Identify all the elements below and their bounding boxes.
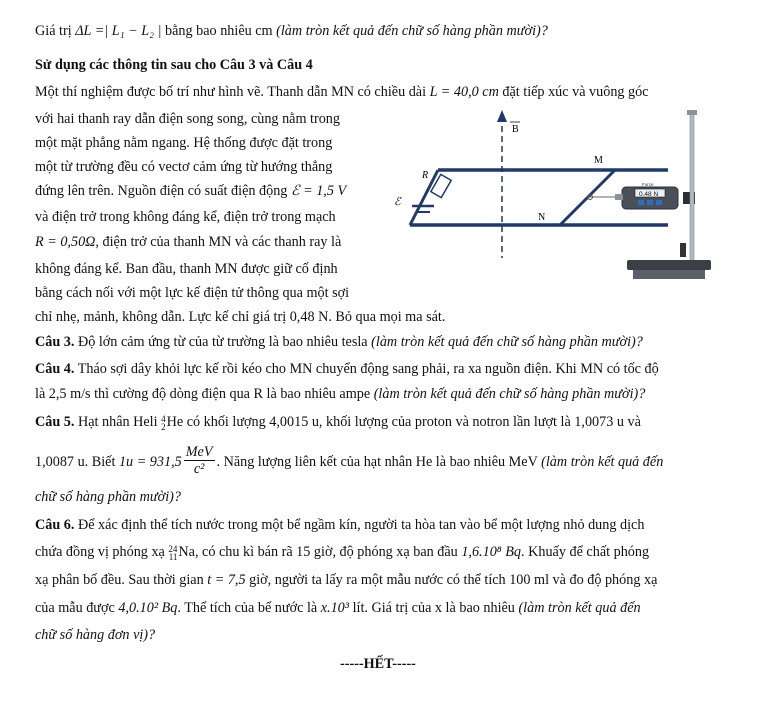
setup-line-6: và điện trở trong không đáng kể, điện trở trong mạch	[35, 209, 336, 225]
na-nuclide	[168, 545, 177, 561]
q4-l1: Tháo sợi dây khỏi lực kế rồi kéo cho MN chuyển động sang phải, ra xa nguồn điện. Khi MN có tốc độ	[74, 361, 659, 377]
q6-l3b: giờ, người ta lấy ra một mẫu nước có thể tích 100 ml và đo độ phóng xạ	[245, 572, 658, 588]
experiment-figure	[390, 108, 740, 308]
q5-l2b: . Năng lượng liên kết của hạt nhân He là bao nhiêu MeV	[216, 453, 542, 470]
setup-line-2: với hai thanh ray dẫn điện song song, cùng nằm trong	[35, 111, 340, 127]
meter-button-2	[647, 200, 653, 205]
q5-label: Câu 5.	[35, 414, 75, 430]
q6-l3a: xạ phân bố đều. Sau thời gian	[35, 572, 208, 588]
setup-line-3: một mặt phẳng nằm ngang. Hệ thống được đặt trong	[35, 135, 333, 151]
q6-line-5: chữ số hàng đơn vị)?	[35, 627, 156, 643]
stand-cap	[687, 110, 697, 115]
meter-probe	[615, 194, 623, 200]
end-marker: -----HẾT-----	[340, 656, 416, 672]
q4-label: Câu 4.	[35, 361, 75, 377]
q5-l1b: có khối lượng 4,0015 u, khối lượng của proton và notron lần lượt là 1,0073 u và	[183, 414, 641, 430]
stand-base	[627, 260, 711, 270]
q6-l2b: , có chu kì bán rã 15 giờ, độ phóng xạ ban đầu	[194, 544, 462, 560]
na-mass: 24	[168, 543, 178, 554]
stand-rod	[690, 113, 694, 263]
q5-l1a: Hạt nhân Heli	[74, 414, 162, 430]
q6-line-1	[35, 516, 644, 534]
q2-formula: ΔL =| L₁ − L₂ |	[75, 23, 162, 39]
he-symbol: He	[166, 414, 184, 430]
q5-u-eq: 1u = 931,5	[118, 453, 182, 470]
q5-line-3: chữ số hàng phần mười)?	[35, 489, 181, 505]
q5-note1: (làm tròn kết quả đến	[541, 453, 664, 470]
q6-l1: Để xác định thể tích nước trong một bể ngầm kín, người ta hòa tan vào bể một lượng nhỏ dung dịch	[74, 517, 645, 533]
setup-l1a: Một thí nghiệm được bố trí như hình vẽ. Thanh dẫn MN có chiều dài	[35, 84, 430, 100]
q6-l2c: . Khuấy để chất phóng	[521, 544, 650, 560]
setup-l5a: đứng lên trên. Nguồn điện có suất điện động	[35, 183, 291, 199]
meter-button-1	[638, 200, 644, 205]
frac-num: MeV	[185, 444, 213, 460]
q2-tail-line	[35, 22, 548, 40]
q6-initial-activity: 1,6.10⁸ Bq	[461, 544, 522, 560]
q2-note: (làm tròn kết quả đến chữ số hàng phần mười)?	[276, 23, 548, 39]
q5-line-2	[35, 446, 663, 479]
q6-line-2	[35, 543, 649, 561]
meter-reading: 0.48 N	[639, 191, 659, 198]
q4-line-2	[35, 385, 645, 403]
stand-screw	[680, 243, 686, 257]
setup-length: L = 40,0 cm	[429, 84, 499, 100]
q3-note: (làm tròn kết quả đến chữ số hàng phần mười)?	[371, 334, 643, 350]
q5-line-1	[35, 413, 641, 431]
setup-line-10: chỉ nhẹ, mảnh, không dẫn. Lực kế chỉ giá trị 0,48 N. Bỏ qua mọi ma sát.	[35, 309, 446, 325]
setup-line-5	[35, 182, 346, 200]
na-symbol: Na	[178, 544, 195, 560]
n-label: N	[538, 212, 546, 223]
shared-heading: Sử dụng các thông tin sau cho Câu 3 và Câu 4	[35, 57, 313, 73]
q3	[35, 333, 643, 351]
na-z: 11	[168, 551, 178, 562]
setup-emf: ℰ = 1,5 V	[290, 183, 347, 199]
q3-label: Câu 3.	[35, 334, 75, 350]
q6-l4b: . Thể tích của bể nước là	[177, 600, 321, 616]
q6-line-3	[35, 571, 657, 589]
m-label: M	[594, 155, 603, 166]
q6-label: Câu 6.	[35, 517, 75, 533]
q6-volume-expr: x.10³	[320, 600, 350, 616]
he-z: 2	[161, 421, 166, 432]
setup-l1b: đặt tiếp xúc và vuông góc	[498, 84, 649, 100]
q6-sample-activity: 4,0.10² Bq	[118, 600, 178, 616]
q2-middle: bằng bao nhiêu cm	[161, 23, 277, 39]
setup-line-9: bằng cách nối với một lực kế điện tử thông qua một sợi	[35, 285, 350, 301]
setup-line-8: không đáng kể. Ban đầu, thanh MN được giữ cố định	[35, 261, 338, 277]
q5-l2a: 1,0087 u. Biết	[35, 453, 119, 470]
setup-l7b: , điện trở của thanh MN và các thanh ray là	[95, 234, 342, 250]
setup-line-7	[35, 233, 341, 251]
b-label: B	[512, 124, 519, 135]
b-arrow-icon	[497, 110, 507, 122]
q4-l2: là 2,5 m/s thì cường độ dòng điện qua R là bao nhiêu ampe	[35, 386, 374, 402]
q6-l4c: lít. Giá trị của x là bao nhiêu	[349, 600, 519, 616]
setup-line-4: một từ trường đều có vectơ cảm ứng từ hướng thẳng	[35, 159, 333, 175]
q6-note1: (làm tròn kết quả đến	[518, 600, 641, 616]
stand-base-foot	[633, 270, 705, 279]
meter-title: Force	[642, 182, 654, 187]
q4-note: (làm tròn kết quả đến chữ số hàng phần mười)?	[373, 386, 646, 402]
setup-resistance: R = 0,50Ω	[35, 234, 96, 250]
q4-line-1	[35, 360, 659, 378]
q6-line-4	[35, 599, 641, 617]
he-mass: 4	[161, 413, 166, 424]
he-nuclide	[161, 415, 166, 431]
q2-prefix: Giá trị	[35, 23, 76, 39]
q6-l4a: của mẫu được	[35, 600, 119, 616]
emf-label: ℰ	[394, 196, 401, 208]
q6-l2a: chứa đồng vị phóng xạ	[35, 544, 169, 560]
q6-time: t = 7,5	[207, 572, 246, 588]
setup-line-1	[35, 83, 649, 101]
r-label: R	[422, 170, 429, 181]
frac-den: c²	[193, 461, 205, 477]
q3-text: Độ lớn cảm ứng từ của từ trường là bao nhiêu tesla	[74, 334, 372, 350]
mev-fraction	[184, 444, 215, 477]
meter-button-3	[656, 200, 662, 205]
